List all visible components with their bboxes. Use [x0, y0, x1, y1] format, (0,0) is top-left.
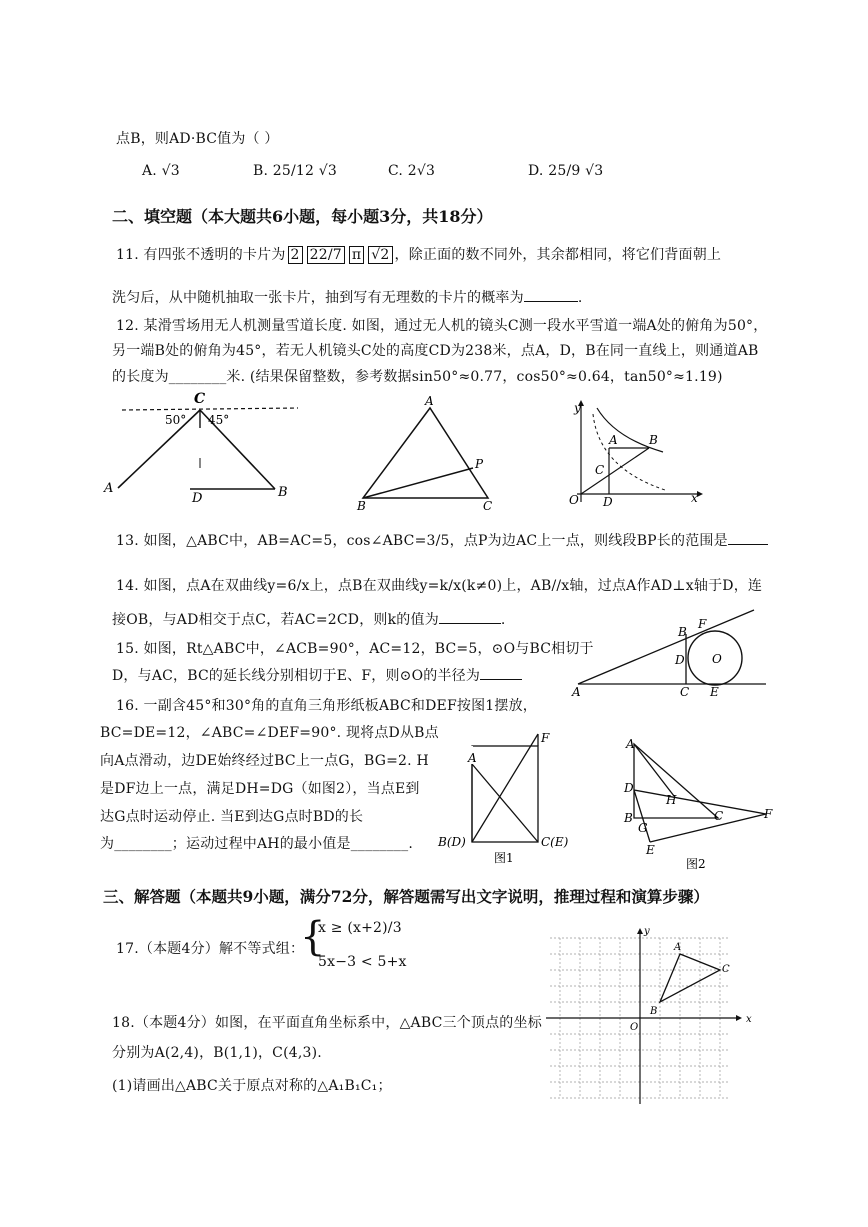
q12-label-c: C [194, 391, 206, 407]
q16f1-label-bd: B(D) [438, 835, 466, 849]
q18-label-a: A [674, 942, 682, 953]
q12-label-a: A [104, 481, 114, 496]
q18-label-c: C [722, 964, 730, 975]
q16f1-label-ce: C(E) [541, 835, 569, 849]
q16f1-label-f: F [541, 731, 550, 745]
section3-title: 三、解答题（本题共9小题，满分72分，解答题需写出文字说明，推理过程和演算步骤） [103, 887, 709, 906]
q14-label-y: y [574, 401, 581, 415]
q16-fig2-caption: 图2 [686, 857, 706, 871]
q13-figure [355, 396, 505, 514]
q18-label-o: O [630, 1022, 639, 1033]
q15-label-f: F [698, 617, 707, 631]
q11-line2: 洗匀后，从中随机抽取一张卡片，抽到写有无理数的卡片的概率为 . [112, 290, 583, 306]
q17-ineq2: 5x−3 < 5+x [318, 954, 407, 970]
q13-answer-blank [728, 532, 768, 545]
q17-brace: { [300, 914, 326, 960]
q10-option-a: A. √3 [142, 163, 180, 179]
q13-text [116, 530, 768, 550]
q12-line2: 另一端B处的俯角为45°，若无人机镜头C处的高度CD为238米，点A，D，B在同一直线上，则通道AB [112, 343, 759, 359]
q14-label-x: x [691, 491, 698, 505]
q14-line2: 接OB，与AD相交于点C，若AC=2CD，则k的值为 . [112, 612, 506, 628]
q11-prefix: 11. 有四张不透明的卡片为 [116, 247, 286, 263]
q13-label-a: A [425, 394, 434, 408]
q16f2-label-e: E [646, 843, 655, 857]
q15-line2-text: D，与AC，BC的延长线分别相切于E、F，则⊙O的半径为 [112, 668, 481, 684]
q16f2-label-d: D [624, 781, 634, 795]
q17-ineq1: x ≥ (x+2)/3 [318, 920, 402, 936]
q15-label-b: B [678, 625, 687, 639]
q15-label-c: C [680, 685, 690, 699]
q16-line1: 16. 一副含45°和30°角的直角三角形纸板ABC和DEF按图1摆放， [116, 698, 537, 714]
q10-option-c: C. 2√3 [388, 163, 436, 179]
q16-line2: BC=DE=12，∠ABC=∠DEF=90°. 现将点D从B点 [100, 725, 439, 741]
q14-label-c: C [595, 463, 605, 477]
q16f1-label-a: A [468, 751, 477, 765]
q16-figure2 [620, 730, 780, 872]
q12-line1: 12. 某滑雪场用无人机测量雪道长度. 如图，通过无人机的镜头C测一段水平雪道一端A处的俯角为50°， [116, 318, 768, 334]
q14-label-b: B [649, 433, 658, 447]
q15-label-a: A [572, 685, 581, 699]
q14-line2-text: 接OB，与AD相交于点C，若AC=2CD，则k的值为 [112, 612, 439, 628]
q16f2-label-c: C [714, 809, 724, 823]
q11-card-3: π [349, 246, 364, 264]
q16-line4: 是DF边上一点，满足DH=DG（如图2），当点E到 [100, 781, 420, 797]
q18-line2: 分别为A(2,4)，B(1,1)，C(4,3). [112, 1045, 322, 1061]
q16f2-label-f: F [764, 807, 773, 821]
q16-line6: 为________；运动过程中AH的最小值是________. [100, 836, 413, 852]
q12-label-45: 45° [208, 413, 230, 427]
q18-label-y: y [644, 926, 650, 937]
q18-grid-figure [540, 928, 750, 1108]
q15-label-e: E [710, 685, 719, 699]
q16f2-label-b: B [624, 811, 633, 825]
q14-answer-blank [439, 611, 501, 624]
q15-label-o: O [712, 652, 722, 666]
q11-card-2: 22/7 [307, 246, 345, 264]
q18-label-x: x [746, 1014, 752, 1025]
q11-suffix: ，除正面的数不同外，其余都相同，将它们背面朝上 [394, 247, 722, 263]
q12-line3: 的长度为________米. (结果保留整数，参考数据sin50°≈0.77，cos50°≈0.64，tan50°≈1.19) [112, 369, 723, 385]
q14-figure [565, 398, 705, 508]
q18-line3: (1)请画出△ABC关于原点对称的△A₁B₁C₁； [112, 1078, 392, 1094]
q11-line1 [116, 244, 721, 264]
q14-label-d: D [603, 495, 613, 509]
q11-answer-blank [524, 289, 578, 302]
q15-answer-blank [480, 667, 522, 680]
q13-label-c: C [483, 499, 493, 513]
q16-figure1 [438, 728, 568, 868]
q10-stem: 点B，则AD·BC值为（ ） [116, 131, 279, 147]
q12-label-d: D [192, 491, 203, 506]
q18-line1: 18.（本题4分）如图，在平面直角坐标系中，△ABC三个顶点的坐标 [112, 1015, 542, 1031]
q10-option-d: D. 25/9 √3 [528, 163, 604, 179]
q11-line2-text: 洗匀后，从中随机抽取一张卡片，抽到写有无理数的卡片的概率为 [112, 290, 524, 306]
section2-title: 二、填空题（本大题共6小题，每小题3分，共18分） [112, 207, 493, 226]
q12-label-b: B [278, 485, 288, 500]
q15-line2 [112, 665, 522, 685]
q15-label-d: D [675, 653, 685, 667]
q18-label-b: B [650, 1006, 658, 1017]
q16-fig1-caption: 图1 [494, 851, 514, 865]
q15-figure [570, 606, 770, 700]
q13-label-b: B [357, 499, 366, 513]
q12-label-50: 50° [165, 413, 187, 427]
q14-line1: 14. 如图，点A在双曲线y=6/x上，点B在双曲线y=k/x(k≠0)上，AB//x轴，过点A作AD⊥x轴于D，连 [116, 578, 763, 594]
q13-label-p: P [475, 457, 484, 471]
q16f2-label-h: H [666, 793, 677, 807]
q10-option-b: B. 25/12 √3 [253, 163, 338, 179]
q11-card-1: 2 [288, 246, 303, 264]
q16-line3: 向A点滑动，边DE始终经过BC上一点G，BG=2. H [100, 753, 429, 769]
q13-text-body: 13. 如图，△ABC中，AB=AC=5，cos∠ABC=3/5，点P为边AC上一点，则线段BP长的范围是 [116, 533, 728, 549]
q17-prefix: 17.（本题4分）解不等式组： [116, 941, 305, 957]
q15-line1: 15. 如图，Rt△ABC中，∠ACB=90°，AC=12，BC=5，⊙O与BC相切于 [116, 641, 594, 657]
q12-figure [104, 388, 300, 506]
q16-line5: 达G点时运动停止. 当E到达G点时BD的长 [100, 809, 364, 825]
q11-card-4: √2 [368, 246, 392, 264]
q14-label-a: A [609, 433, 618, 447]
q14-label-o: O [569, 493, 579, 507]
q16f2-label-a: A [626, 737, 635, 751]
q16f2-label-g: G [638, 821, 648, 835]
